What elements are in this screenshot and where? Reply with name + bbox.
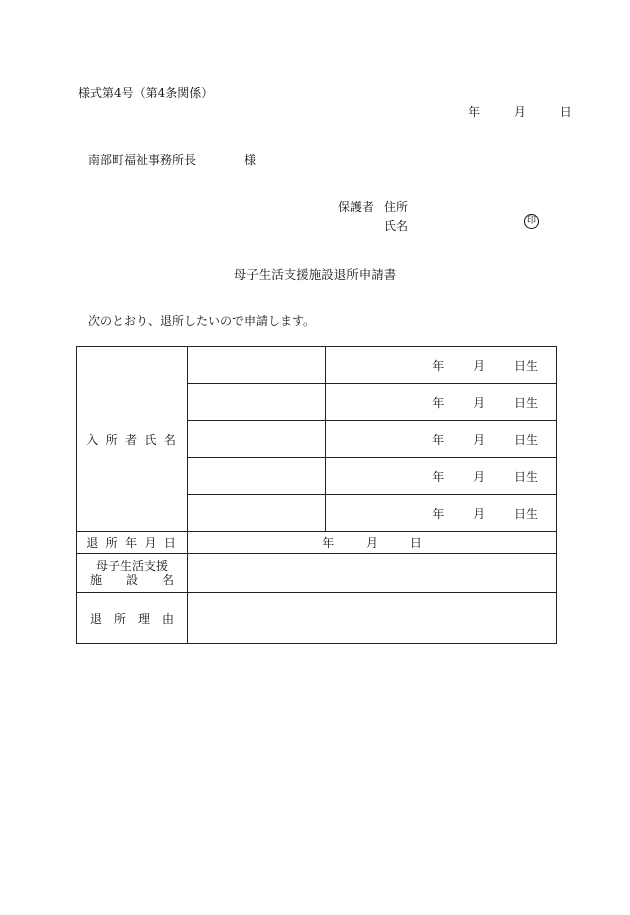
- date-year: 年: [468, 105, 481, 119]
- dob-year: 年: [432, 506, 445, 521]
- resident-name-field[interactable]: [188, 384, 326, 421]
- intro-text: 次のとおり、退所したいので申請します。: [88, 314, 316, 328]
- seal-icon: 印: [524, 214, 539, 229]
- date-month: 月: [513, 105, 526, 119]
- document-title: 母子生活支援施設退所申請書: [233, 267, 397, 282]
- date-day: 日: [559, 105, 572, 119]
- dob-birth: 日生: [513, 469, 538, 484]
- dob-month: 月: [473, 506, 486, 521]
- dob-month: 月: [473, 432, 486, 447]
- leave-date-row: [77, 532, 557, 554]
- resident-dob-field[interactable]: [326, 495, 557, 532]
- dob-year: 年: [432, 432, 445, 447]
- resident-name-field[interactable]: [188, 347, 326, 384]
- leave-date-label: 退 所 年 月 日: [77, 532, 188, 554]
- dob-year: 年: [432, 358, 445, 373]
- dob-month: 月: [473, 395, 486, 410]
- dob-birth: 日生: [513, 506, 538, 521]
- leave-date-year: 年: [322, 536, 335, 550]
- leave-date-month: 月: [365, 536, 378, 550]
- addressee-name: 南部町福祉事務所長: [88, 153, 197, 167]
- dob-birth: 日生: [513, 358, 538, 373]
- dob-birth: 日生: [513, 432, 538, 447]
- application-form-table: [76, 346, 557, 644]
- leave-date-day: 日: [409, 536, 422, 550]
- resident-name-label: 入 所 者 氏 名: [77, 347, 188, 532]
- facility-row: [77, 554, 557, 593]
- dob-year: 年: [432, 395, 445, 410]
- resident-name-field[interactable]: [188, 421, 326, 458]
- dob-birth: 日生: [513, 395, 538, 410]
- form-number-label: 様式第4号（第4条関係）: [78, 86, 214, 100]
- facility-label-line2: 施 設 名: [89, 573, 174, 587]
- facility-name-label: [77, 554, 188, 593]
- guardian-label: 保護者: [338, 200, 375, 214]
- dob-year: 年: [432, 469, 445, 484]
- resident-dob-field[interactable]: [326, 384, 557, 421]
- leave-reason-field[interactable]: [188, 593, 557, 644]
- address-label: 住所: [384, 200, 409, 214]
- resident-name-field[interactable]: [188, 458, 326, 495]
- leave-reason-label: 退 所 理 由: [77, 593, 188, 644]
- honorific: 様: [244, 153, 257, 167]
- application-date: [468, 103, 572, 120]
- dob-month: 月: [473, 358, 486, 373]
- leave-date-field[interactable]: [188, 532, 557, 554]
- reason-row: [77, 593, 557, 644]
- resident-dob-field[interactable]: [326, 421, 557, 458]
- addressee: [88, 151, 256, 168]
- facility-label-line1: 母子生活支援: [95, 559, 168, 573]
- facility-name-field[interactable]: [188, 554, 557, 593]
- name-label: 氏名: [384, 219, 409, 233]
- dob-month: 月: [473, 469, 486, 484]
- resident-name-field[interactable]: [188, 495, 326, 532]
- resident-dob-field[interactable]: [326, 458, 557, 495]
- resident-dob-field[interactable]: [326, 347, 557, 384]
- resident-row: [77, 347, 557, 384]
